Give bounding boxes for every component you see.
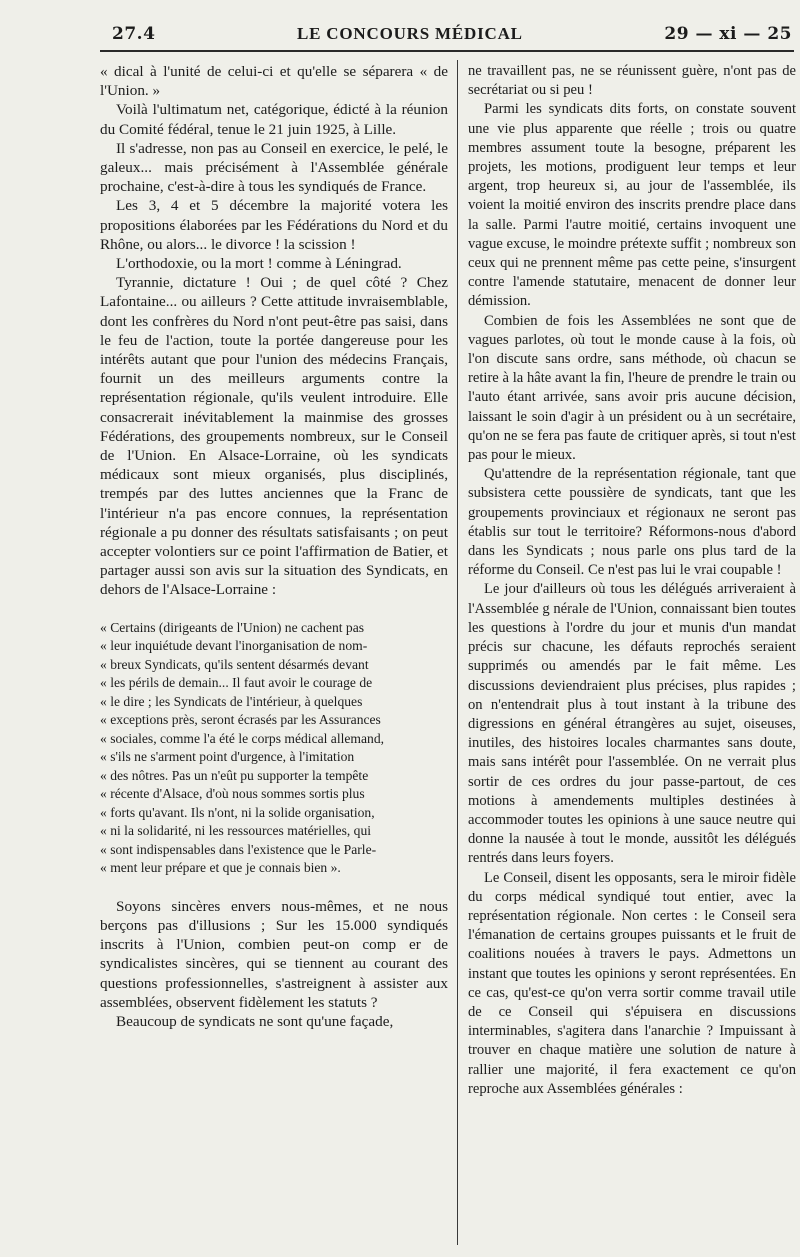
left-column [100,62,448,1031]
paragraph: Beaucoup de syndicats ne sont qu'une façade, [116,1012,394,1030]
paragraph: Combien de fois les Assemblées ne sont que de vagues parlotes, où tout le monde cause à la fois, où l'on discute sans ordre, sans méthode, où chacun se retire à la hâte avant la fin, l'heure de prendre le train ou l'auto étant arrivée, sans avoir pris aucune décision, laissant le soin d'agir à un président ou à un secrétaire, qu'on ne se fera pas faute de critiquer après, si tout n'est pas pour le mieux. [468,312,796,464]
paragraph: Tyrannie, dictature ! Oui ; de quel côté ? Chez Lafontaine... ou ailleurs ? Cette attitude invraisemblable, dont les confrères du Nord n'ont peut-être pas saisi, dans le feu de l'action, toute la portée dangereuse pour les intérêts autant que pour l'union des médecins Français, fournit un des meilleurs arguments contre la représentation régionale, qu'ils veulent introduire. Elle consacrerait inévitablement la mainmise des grosses Fédérations, des groupements nombreux, sur le Conseil de l'Union. En Alsace-Lorraine, où les syndicats médicaux sont mieux organisés, plus disciplinés, trempés par des luttes anciennes que la Franc de l'intérieur n'a pas encore connues, la représentation régionale a pu donner des résultats satisfaisants ; on peut accepter volontiers sur ce point l'affirmation de Batier, et partager aussi son avis sur la situation des Syndicats, en dehors de l'Alsace-Lorraine : [100,274,448,599]
block-quote: « Certains (dirigeants de l'Union) ne cachent pas « leur inquiétude devant l'inorganisation de nom- « breux Syndicats, qu'ils sentent désarmés devant « les périls de demain... Il faut avoir le courage de « le dire ; les Syndicats de l'intérieur, à quelques « exceptions près, seront écrasés par les Assurances « sociales, comme l'a été le corps médical allemand, « s'ils ne s'arment point d'urgence, à l'imitation « des nôtres. Pas un n'eût pu supporter la tempête « récente d'Alsace, d'où nous sommes sortis plus « forts qu'avant. Ils n'ont, ni la solide organisation, « ni la solidarité, ni les ressources matérielles, qui « sont indispensables dans l'existence que le Parle- « ment leur prépare et que je connais bien ». [100,619,385,876]
journal-title: LE CONCOURS MÉDICAL [296,24,523,43]
page-number: 27.4 [112,24,156,44]
paragraph: Il s'adresse, non pas au Conseil en exercice, le pelé, le galeux... mais précisément à l'Assemblée générale prochaine, c'est-à-dire à tous les syndiqués de France. [100,139,448,196]
paragraph: ne travaillent pas, ne se réunissent guère, n'ont pas de secrétariat ou si peu ! [468,63,796,99]
paragraph: Les 3, 4 et 5 décembre la majorité votera les propositions élaborées par les Fédérations du Nord et du Rhône, ou alors... le divorce ! la scission ! [100,197,448,253]
page-header [112,20,792,48]
paragraph: Parmi les syndicats dits forts, on constate souvent une vie plus apparente que réelle ; trois ou quatre membres assument toute la besogne, préparent les projets, les motions, prodiguent leur temps et leur argent, trop heureux si, au jour de l'assemblée, ils voient la moitié environ des inscrits prendre place dans la salle. Parmi l'autre moitié, certains invoquent une vague excuse, le moindre prétexte suffit ; nombreux son ceux qui ne prennent même pas cette peine, s'insurgent contre l'amende statutaire, menacent de donner leur démission. [468,101,796,310]
paragraph: Le Conseil, disent les opposants, sera le miroir fidèle du corps médical syndiqué tout entier, avec la représentation régionale. Non certes : le Conseil sera l'émanation de certains groupes puissants et le fruit de coalitions nouées à travers le pays. Admettons un instant que toutes les opinions y seront représentées. En ce cas, qu'est-ce qu'on verra sortir comme travail utile de ce Conseil qui s'épuisera en discussions interminables, s'agitera dans l'anarchie ? Impuissant à trouver en chaque matière une solution de nature à rallier une majorité, il fera exactement ce qu'on reproche aux Assemblées générales : [468,869,796,1097]
paragraph: Soyons sincères envers nous-mêmes, et ne nous berçons pas d'illusions ; Sur les 15.000 syndiqués inscrits à l'Union, combien peut-on comp er de syndicalistes sincères, qui se tiennent au courant des questions professionnelles, s'astreignent à assister aux assemblées, observent fidèlement les statuts ? [100,897,448,1011]
paragraph: « dical à l'unité de celui-ci et qu'elle se séparera « de l'Union. » [100,63,448,100]
issue-date: 29 — xi — 25 [664,24,792,44]
right-column [468,62,796,1099]
column-divider [457,60,458,1245]
paragraph: Le jour d'ailleurs où tous les délégués arriveraient à l'Assemblée g nérale de l'Union, connaissant bien toutes les questions à l'ordre du jour et munis d'un mandat précis sur chacune, les défauts reprochés seraient supprimés ou amendés par le fait même. Les discussions deviendraient plus précises, plus rapides ; on n'entendrait plus à tout instant à la tribune des digressions en général étrangères au sujet, oiseuses, inutiles, des histoires locales charmantes sans doute, mais sans intérêt pour l'assemblée. On ne verrait plus sortir de ces ordres du jour passe-partout, de ces motions à amendements multiples destinées à accommoder toutes les opinions à une sauce neutre qui donne la nausée à tout le monde, aussitôt les délégués rentrés dans leurs foyers. [468,581,796,867]
paragraph: L'orthodoxie, ou la mort ! comme à Léningrad. [116,255,402,273]
header-rule [100,50,794,52]
paragraph: Qu'attendre de la représentation régionale, tant que subsistera cette poussière de syndicats, tant que les groupements provinciaux et régionaux ne seront pas établis sur tout le territoire? Réformons-nous d'abord dans les Syndicats ; nous parle ons plus tard de la réforme du Conseil. Ce n'est pas lui le vrai coupable ! [468,466,796,579]
paragraph: Voilà l'ultimatum net, catégorique, édicté à la réunion du Comité fédéral, tenue le 21 juin 1925, à Lille. [100,101,448,138]
